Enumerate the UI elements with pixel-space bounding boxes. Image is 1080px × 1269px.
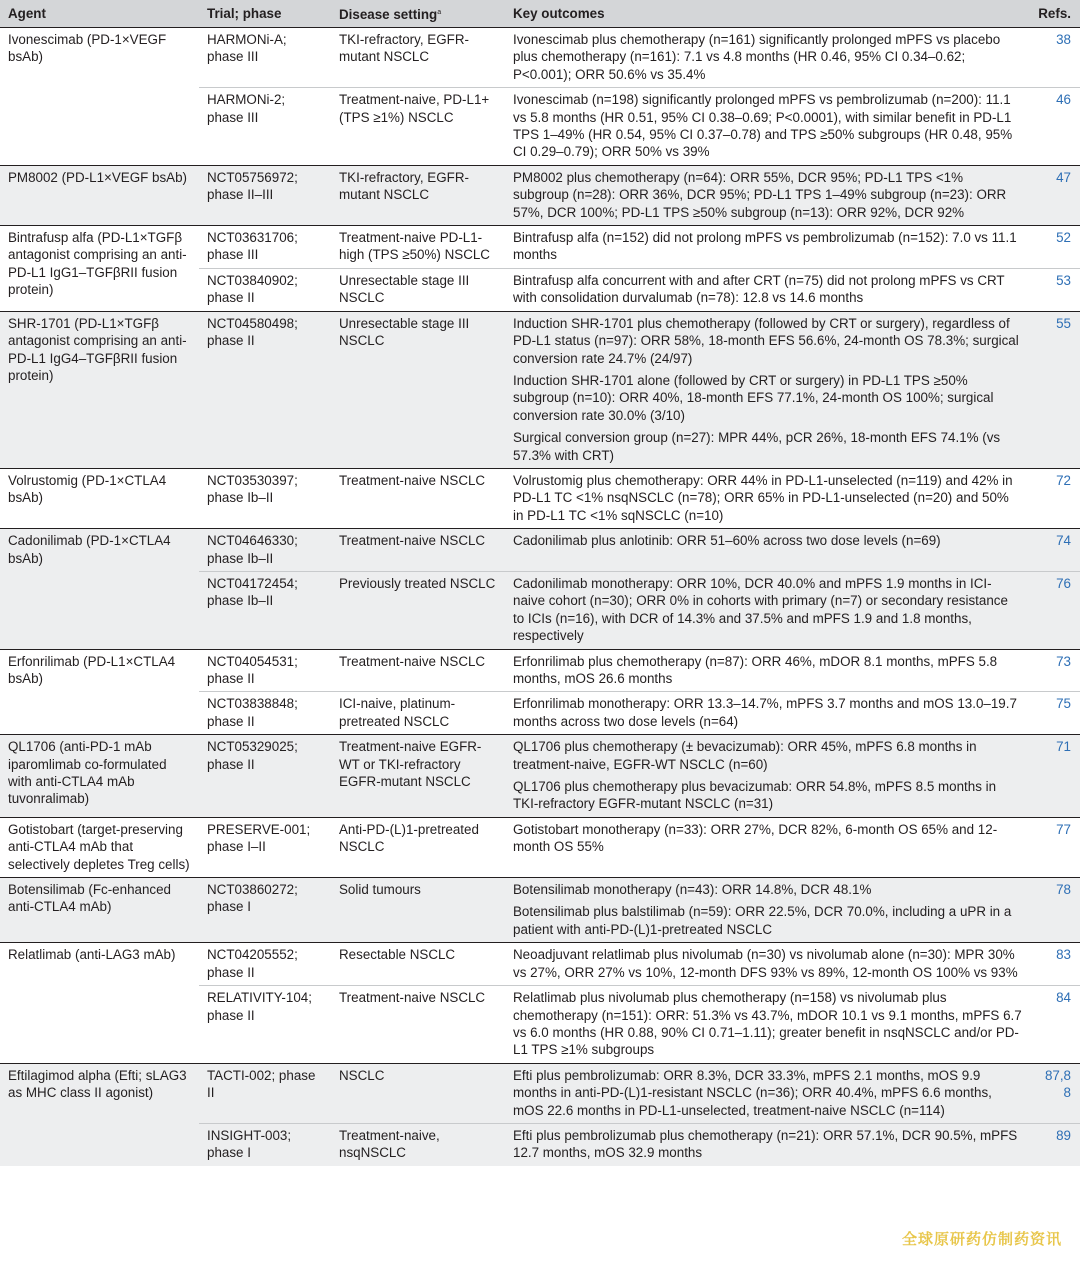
outcome-text: Volrustomig plus chemotherapy: ORR 44% in PD-L1-unselected (n=119) and 42% in PD-L1 TC <1% nsqNSCLC (n=78); ORR 65% in PD-L1-unselected (n=20) and 50% in PD-L1 TC <1% sqNSCLC (n=10) (513, 472, 1013, 523)
trial-cell: NCT04172454; phase Ib–II (199, 571, 331, 649)
outcomes-cell (505, 165, 1030, 225)
ref-link[interactable]: 75 (1030, 692, 1080, 735)
outcome-text: Relatlimab plus nivolumab plus chemotherapy (n=158) vs nivolumab plus chemotherapy (n=151): ORR: 51.3% vs 43.7%, mDOR 10.1 vs 9.1 months, mPFS 6.7 vs 6.0 months (HR 0.88, 90% CI 0.71–1.11); greater benefit in nsqNSCLC and/or PD-L1 TPS ≥1% subgroups (513, 990, 1022, 1058)
outcomes-cell (505, 311, 1030, 468)
trial-cell: NCT03860272; phase I (199, 878, 331, 943)
setting-cell: Unresectable stage III NSCLC (331, 268, 505, 311)
table-group (0, 878, 1080, 943)
setting-cell: Anti-PD-(L)1-pretreated NSCLC (331, 817, 505, 877)
ref-link[interactable]: 71 (1030, 735, 1080, 818)
outcome-text: Ivonescimab (n=198) significantly prolonged mPFS vs pembrolizumab (n=200): 11.1 vs 5.8 months (HR 0.51, 95% CI 0.38–0.69; P<0.0001), with similar benefit in PD-L1 TPS 1–49% (HR 0.54, 95% CI 0.37–0.78) and TPS ≥50% subgroups (HR 0.48, 95% CI 0.29–0.79); ORR 50% vs 39% (513, 92, 1013, 160)
table-group (0, 943, 1080, 1063)
outcomes-cell (505, 943, 1030, 986)
trial-cell: NCT05329025; phase II (199, 735, 331, 818)
ref-link[interactable]: 84 (1030, 986, 1080, 1064)
outcome-text: Induction SHR-1701 plus chemotherapy (followed by CRT or surgery), regardless of PD-L1 status (n=97): ORR 58%, 18-month EFS 56.6%, 24-month OS 78.3%; surgical conversion rate 24.7% (24/97) (513, 315, 1019, 366)
trial-cell: INSIGHT-003; phase I (199, 1123, 331, 1165)
outcomes-cell (505, 649, 1030, 692)
outcome-text: Botensilimab plus balstilimab (n=59): ORR 22.5%, DCR 70.0%, including a uPR in a patient with anti-PD-(L)1-pretreated NSCLC (513, 904, 1012, 937)
setting-cell: Treatment-naive, nsqNSCLC (331, 1123, 505, 1165)
setting-cell: Treatment-naive, PD-L1+ (TPS ≥1%) NSCLC (331, 88, 505, 166)
agent-cell: Erfonrilimab (PD-L1×CTLA4 bsAb) (0, 649, 199, 735)
trial-cell: NCT03838848; phase II (199, 692, 331, 735)
trial-cell: PRESERVE-001; phase I–II (199, 817, 331, 877)
ref-link[interactable]: 38 (1030, 28, 1080, 88)
outcomes-cell (505, 571, 1030, 649)
ref-link[interactable]: 87,88 (1030, 1063, 1080, 1123)
ref-link[interactable]: 52 (1030, 226, 1080, 269)
table-group (0, 311, 1080, 468)
outcome-text: Cadonilimab plus anlotinib: ORR 51–60% across two dose levels (n=69) (513, 533, 941, 549)
table-group (0, 226, 1080, 312)
setting-cell: Treatment-naive NSCLC (331, 529, 505, 572)
watermark: 全球原研药仿制药资讯 (901, 1230, 1062, 1248)
trial-cell: NCT03840902; phase II (199, 268, 331, 311)
trial-cell: NCT04646330; phase Ib–II (199, 529, 331, 572)
table-group (0, 468, 1080, 528)
setting-cell: Treatment-naive NSCLC (331, 468, 505, 528)
outcome-text: Neoadjuvant relatlimab plus nivolumab (n=30) vs nivolumab alone (n=30): MPR 30% vs 27%, ORR 27% vs 10%, 12-month DFS 93% vs 89%, 12-month OS 100% vs 93% (513, 947, 1018, 980)
outcome-text: Erfonrilimab plus chemotherapy (n=87): ORR 46%, mDOR 8.1 months, mPFS 5.8 months, mOS 26.6 months (513, 653, 998, 686)
header-disease-setting (331, 0, 505, 28)
outcome-text: QL1706 plus chemotherapy (± bevacizumab): ORR 45%, mPFS 6.8 months in treatment-naive, EGFR-WT NSCLC (n=60) (513, 739, 977, 772)
table-row (0, 943, 1080, 986)
trial-cell: HARMONi-2; phase III (199, 88, 331, 166)
table-row (0, 165, 1080, 225)
outcome-text: QL1706 plus chemotherapy plus bevacizumab: ORR 54.8%, mPFS 8.5 months in TKI-refractory EGFR-mutant NSCLC (n=31) (513, 779, 997, 812)
ref-link[interactable]: 89 (1030, 1123, 1080, 1165)
outcome-text: Efti plus pembrolizumab: ORR 8.3%, DCR 33.3%, mPFS 2.1 months, mOS 9.9 months in anti-PD-(L)1-resistant NSCLC (n=36); ORR 40.4%, mPFS 6.6 months, mOS 22.6 months in PD-L1-unselected, treatment-naive NSCLC (n=114) (513, 1067, 992, 1118)
ref-link[interactable]: 73 (1030, 649, 1080, 692)
header-trial-phase: Trial; phase (199, 0, 331, 28)
setting-cell: Previously treated NSCLC (331, 571, 505, 649)
trial-cell: NCT03631706; phase III (199, 226, 331, 269)
setting-cell: TKI-refractory, EGFR-mutant NSCLC (331, 165, 505, 225)
outcomes-cell (505, 735, 1030, 818)
setting-cell: Resectable NSCLC (331, 943, 505, 986)
outcomes-cell (505, 28, 1030, 88)
agent-cell: Relatlimab (anti-LAG3 mAb) (0, 943, 199, 1063)
outcome-text: Bintrafusp alfa concurrent with and after CRT (n=75) did not prolong mPFS vs CRT with consolidation durvalumab (n=78): 12.8 vs 14.6 months (513, 272, 1005, 306)
table-group (0, 529, 1080, 649)
outcomes-cell (505, 878, 1030, 943)
ref-link[interactable]: 83 (1030, 943, 1080, 986)
trial-cell: NCT04580498; phase II (199, 311, 331, 468)
trial-cell: NCT05756972; phase II–III (199, 165, 331, 225)
outcome-text: PM8002 plus chemotherapy (n=64): ORR 55%, DCR 95%; PD-L1 TPS <1% subgroup (n=28): ORR 36%, DCR 95%; PD-L1 TPS 1–49% subgroup (n=23): ORR 57%, DCR 100%; PD-L1 TPS ≥50% subgroup (n=13): ORR 92%, DCR 92% (513, 169, 1007, 220)
outcome-text: Bintrafusp alfa (n=152) did not prolong mPFS vs pembrolizumab (n=152): 7.0 vs 11.1 months (513, 230, 1017, 263)
outcome-text: Erfonrilimab monotherapy: ORR 13.3–14.7%, mPFS 3.7 months and mOS 13.0–19.7 months across two dose levels (n=64) (513, 696, 1017, 729)
table-row (0, 735, 1080, 818)
agent-cell: Volrustomig (PD-1×CTLA4 bsAb) (0, 468, 199, 528)
ref-link[interactable]: 78 (1030, 878, 1080, 943)
ref-link[interactable]: 46 (1030, 88, 1080, 166)
setting-cell: Solid tumours (331, 878, 505, 943)
trial-cell: NCT04054531; phase II (199, 649, 331, 692)
agent-cell: Bintrafusp alfa (PD-L1×TGFβ antagonist comprising an anti-PD-L1 IgG1–TGFβRII fusion protein) (0, 226, 199, 312)
ref-link[interactable]: 77 (1030, 817, 1080, 877)
outcome-text: Ivonescimab plus chemotherapy (n=161) significantly prolonged mPFS vs placebo plus chemotherapy (n=161): 7.1 vs 4.8 months (HR 0.46, 95% CI 0.34–0.62; P<0.001); ORR 50.6% vs 35.4% (513, 32, 1001, 82)
outcome-text: Surgical conversion group (n=27): MPR 44%, pCR 26%, 18-month EFS 74.1% (vs 57.3% with CRT) (513, 430, 1001, 463)
trial-cell: NCT03530397; phase Ib–II (199, 468, 331, 528)
header-disease-setting-label: Disease setting (339, 6, 438, 22)
outcomes-cell (505, 817, 1030, 877)
outcome-text: Botensilimab monotherapy (n=43): ORR 14.8%, DCR 48.1% (513, 882, 872, 898)
ref-link[interactable]: 47 (1030, 165, 1080, 225)
header-key-outcomes: Key outcomes (505, 0, 1030, 28)
setting-cell: Treatment-naive EGFR-WT or TKI-refractory EGFR-mutant NSCLC (331, 735, 505, 818)
table-group (0, 817, 1080, 877)
outcomes-cell (505, 226, 1030, 269)
outcome-text: Induction SHR-1701 alone (followed by CRT or surgery) in PD-L1 TPS ≥50% subgroup (n=10): ORR 40%, 18-month EFS 77.1%, 24-month OS 100%; surgical conversion rate 30.0% (3/10) (513, 372, 994, 423)
table-row (0, 468, 1080, 528)
outcomes-cell (505, 268, 1030, 311)
table-group (0, 1063, 1080, 1166)
agent-cell: Ivonescimab (PD-1×VEGF bsAb) (0, 28, 199, 166)
table-row (0, 649, 1080, 692)
table-header-row (0, 0, 1080, 28)
outcomes-cell (505, 692, 1030, 735)
agent-cell: Cadonilimab (PD-1×CTLA4 bsAb) (0, 529, 199, 649)
table-group (0, 649, 1080, 735)
table-row (0, 817, 1080, 877)
outcomes-cell (505, 88, 1030, 166)
outcomes-cell (505, 986, 1030, 1064)
table-row (0, 1063, 1080, 1123)
outcomes-cell (505, 1123, 1030, 1165)
outcome-text: Efti plus pembrolizumab plus chemotherapy (n=21): ORR 57.1%, DCR 90.5%, mPFS 12.7 months, mOS 32.9 months (513, 1127, 1018, 1161)
setting-cell: Treatment-naive NSCLC (331, 986, 505, 1064)
outcome-text: Gotistobart monotherapy (n=33): ORR 27%, DCR 82%, 6-month OS 65% and 12-month OS 55% (513, 821, 998, 855)
trial-cell: RELATIVITY-104; phase II (199, 986, 331, 1064)
agent-cell: Gotistobart (target-preserving anti-CTLA4 mAb that selectively depletes Treg cells) (0, 817, 199, 877)
outcomes-cell (505, 1063, 1030, 1123)
table-group (0, 28, 1080, 166)
agent-cell: SHR-1701 (PD-L1×TGFβ antagonist comprising an anti-PD-L1 IgG4–TGFβRII fusion protein) (0, 311, 199, 468)
trial-cell: HARMONi-A; phase III (199, 28, 331, 88)
setting-cell: Treatment-naive PD-L1-high (TPS ≥50%) NSCLC (331, 226, 505, 269)
ref-link[interactable]: 76 (1030, 571, 1080, 649)
agent-cell: PM8002 (PD-L1×VEGF bsAb) (0, 165, 199, 225)
table-row (0, 311, 1080, 468)
table-row (0, 28, 1080, 88)
outcomes-cell (505, 468, 1030, 528)
agent-cell: Eftilagimod alpha (Efti; sLAG3 as MHC class II agonist) (0, 1063, 199, 1166)
header-agent: Agent (0, 0, 199, 28)
table-row (0, 226, 1080, 269)
setting-cell: Unresectable stage III NSCLC (331, 311, 505, 468)
table-group (0, 735, 1080, 818)
outcome-text: Cadonilimab monotherapy: ORR 10%, DCR 40.0% and mPFS 1.9 months in ICI-naive cohort (n=30); ORR 0% in cohorts with primary (n=7) or secondary resistance to ICIs (n=16), with DCR of 14.3% and 37.5% and mPFS 1.9 and 1.8 months, respectively (513, 575, 1008, 644)
setting-cell: NSCLC (331, 1063, 505, 1123)
ref-link[interactable]: 55 (1030, 311, 1080, 468)
outcomes-cell (505, 529, 1030, 572)
setting-cell: TKI-refractory, EGFR-mutant NSCLC (331, 28, 505, 88)
header-refs: Refs. (1030, 0, 1080, 28)
ref-link[interactable]: 72 (1030, 468, 1080, 528)
trial-cell: TACTI-002; phase II (199, 1063, 331, 1123)
agent-cell: Botensilimab (Fc-enhanced anti-CTLA4 mAb) (0, 878, 199, 943)
trial-cell: NCT04205552; phase II (199, 943, 331, 986)
setting-cell: ICI-naive, platinum-pretreated NSCLC (331, 692, 505, 735)
ref-link[interactable]: 53 (1030, 268, 1080, 311)
table-row (0, 529, 1080, 572)
ref-link[interactable]: 74 (1030, 529, 1080, 572)
footnote-marker: a (437, 8, 442, 16)
table-group (0, 165, 1080, 225)
table-row (0, 878, 1080, 943)
setting-cell: Treatment-naive NSCLC (331, 649, 505, 692)
agent-cell: QL1706 (anti-PD-1 mAb iparomlimab co-formulated with anti-CTLA4 mAb tuvonralimab) (0, 735, 199, 818)
